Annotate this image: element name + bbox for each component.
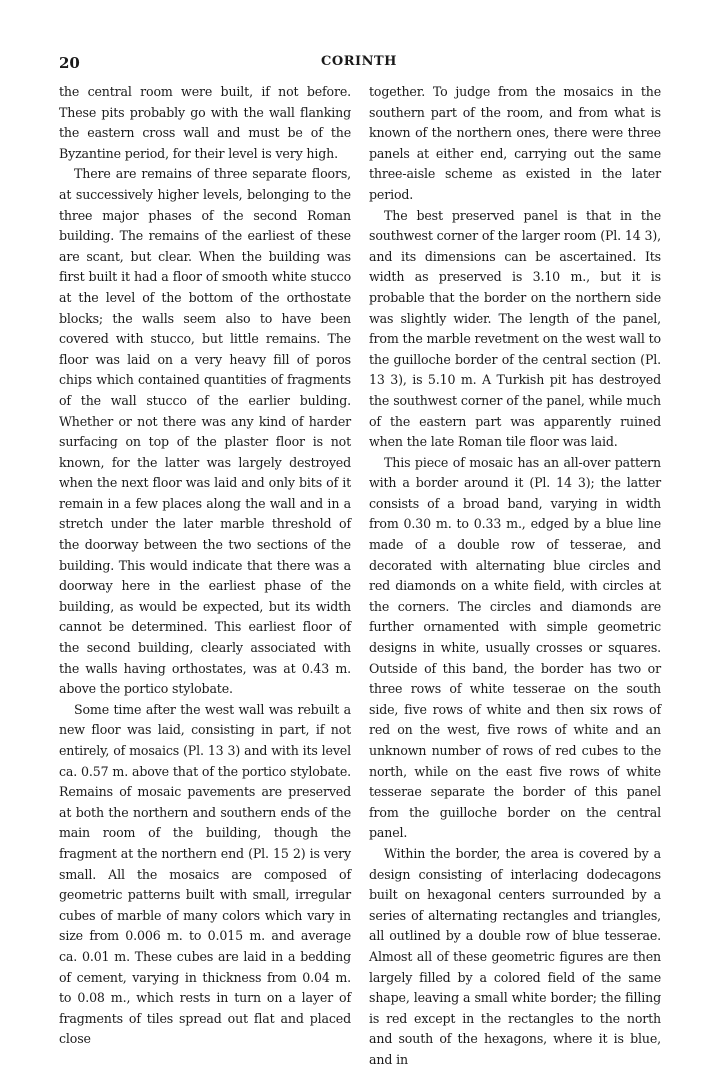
running-title: CORINTH [321,54,397,69]
right-paragraph: together. To judge from the mosaics in the southern part of the room, and from what is known of the northern ones, there were three panels at either end, carrying out the same three-aisle scheme as existed in the later period. [369,84,661,202]
page-header [59,54,659,74]
right-paragraph: The best preserved panel is that in the southwest corner of the larger room (Pl. 14 3), and its dimensions can be ascertained. Its width as preserved is 3.10 m., but it is probable that the border on the northern side was slightly wider. The length of the panel, from the marble revetment on the west wall to the guilloche border of the central section (Pl. 13 3), is 5.10 m. A Turkish pit has destroyed the southwest corner of the panel, while much of the eastern part was apparently ruined when the late Roman tile floor was laid. [369,207,661,450]
page-number: 20 [59,54,80,72]
left-column [59,82,351,1050]
right-column [369,82,661,1071]
right-paragraph: This piece of mosaic has an all-over pattern with a border around it (Pl. 14 3); the latter consists of a broad band, varying in width from 0.30 m. to 0.33 m., edged by a blue line made of a double row of tesserae, and decorated with alternating blue circles and red diamonds on a white field, with circles at the corners. The circles and diamonds are further ornamented with simple geometric designs in white, usually crosses or squares. Outside of this band, the border has two or three rows of white tesserae on the south side, five rows of white and then six rows of red on the west, five rows of white and an unknown number of rows of red cubes to the north, while on the east five rows of white tesserae separate the border of this panel from the guilloche border on the central panel. [369,454,661,841]
left-paragraph: Some time after the west wall was rebuilt a new floor was laid, consisting in part, if not entirely, of mosaics (Pl. 13 3) and with its level ca. 0.57 m. above that of the portico stylobate. Remains of mosaic pavements are preserved at both the northern and southern ends of the main room of the building, though the fragment at the northern end (Pl. 15 2) is very small. All the mosaics are composed of geometric patterns built with small, irregular cubes of marble of many colors which vary in size from 0.006 m. to 0.015 m. and average ca. 0.01 m. These cubes are laid in a bedding of cement, varying in thickness from 0.04 m. to 0.08 m., which rests in turn on a layer of fragments of tiles spread out flat and placed close [59,701,351,1047]
right-paragraph: Within the border, the area is covered by a design consisting of interlacing dodecagons built on hexagonal centers surrounded by a series of alternating rectangles and triangles, all outlined by a double row of blue tesserae. Almost all of these geometric figures are then largely filled by a colored field of the same shape, leaving a small white border; the filling is red except in the rectangles to the north and south of the hexagons, where it is blue, and in [369,845,661,1067]
left-paragraph: There are remains of three separate floors, at successively higher levels, belonging to the three major phases of the second Roman building. The remains of the earliest of these are scant, but clear. When the building was first built it had a floor of smooth white stucco at the level of the bottom of the orthostate blocks; the walls seem also to have been covered with stucco, but little remains. The floor was laid on a very heavy fill of poros chips which contained quantities of fragments of the wall stucco of the earlier bulding. Whether or not there was any kind of harder surfacing on top of the plaster floor is not known, for the latter was largely destroyed when the next floor was laid and only bits of it remain in a few places along the wall and in a stretch under the later marble threshold of the doorway between the two sections of the building. This would indicate that there was a doorway here in the earliest phase of the building, as would be expected, but its width cannot be determined. This earliest floor of the second building, clearly associated with the walls having orthostates, was at 0.43 m. above the portico stylobate. [59,166,351,697]
left-paragraph: the central room were built, if not before. These pits probably go with the wall flanking the eastern cross wall and must be of the Byzantine period, for their level is very high. [59,84,351,161]
